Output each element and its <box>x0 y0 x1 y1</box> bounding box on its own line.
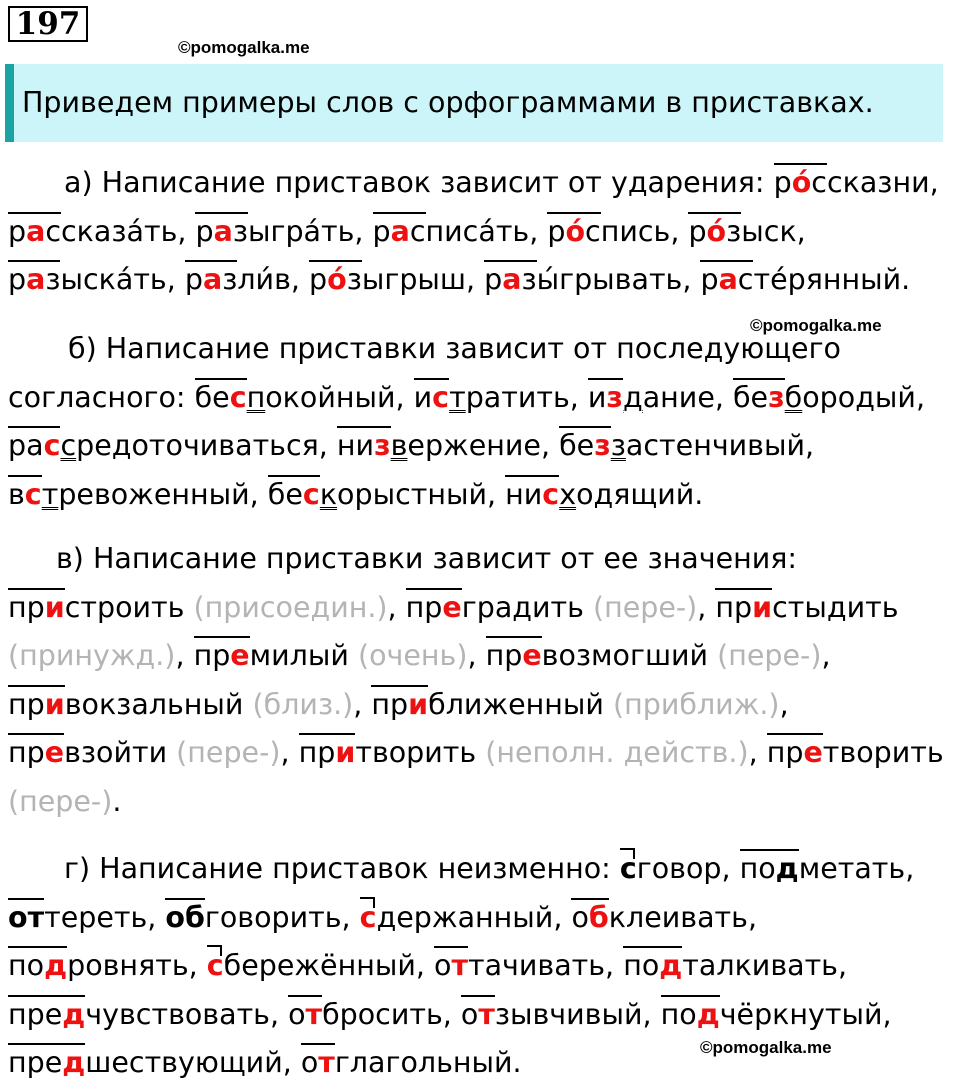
word-list: рассредоточиваться, низвержение, беззастенчивый, <box>8 422 953 471</box>
word-list: подровнять, сбережённый, оттачивать, подталкивать, <box>8 942 953 991</box>
exercise-number: 197 <box>8 6 88 42</box>
section-v-heading: в) Написание приставки зависит от ее значения: <box>56 542 798 575</box>
word-list: пристроить (присоедин.), преградить (пере-), пристыдить <box>8 584 953 633</box>
word-list: превзойти (пере-), притворить (неполн. действ.), претворить <box>8 729 953 778</box>
word-list: предчувствовать, отбросить, отзывчивый, подчёркнутый, <box>8 991 953 1040</box>
word-list: рассказа́ть, разыгра́ть, расписа́ть, ро́спись, ро́зыск, <box>8 208 953 257</box>
word-list: встревоженный, бескорыстный, нисходящий. <box>8 471 953 520</box>
watermark: ©pomogalka.me <box>750 316 882 335</box>
section-a-heading: а) Написание приставок зависит от ударения: <box>64 166 765 199</box>
word-list: оттереть, обговорить, сдержанный, обклеивать, <box>8 894 953 943</box>
section-b: б) Написание приставки зависит от последующего согласного: беспокойный, истратить, издание, безбородый, рассредоточиваться, низвержение, беззастенчивый, встревоженный, бескорыстный, нисходящий. <box>8 325 953 519</box>
section-a <box>8 159 953 305</box>
section-g-heading: г) Написание приставок неизменно: <box>64 852 611 885</box>
watermark: ©pomogalka.me <box>700 1038 832 1057</box>
word: ро́ссказни, <box>774 163 939 199</box>
section-g: г) Написание приставок неизменно: сговор, подметать, оттереть, обговорить, сдержанный, обклеивать, подровнять, сбережённый, оттачивать, подталкивать, предчувствовать, отбросить, отзывчивый, подчёркнутый, предшествующий, отглагольный. <box>8 845 953 1088</box>
word-list: (принужд.), премилый (очень), превозмогший (пере-), <box>8 632 953 681</box>
word-list: предшествующий, отглагольный. <box>8 1039 953 1088</box>
word-list: привокзальный (близ.), приближенный (приближ.), <box>8 681 953 730</box>
section-v <box>8 535 953 826</box>
word-list: разыска́ть, разли́в, ро́зыгрыш, разы́грывать, расте́рянный. <box>8 256 953 305</box>
intro-text: Приведем примеры слов с орфограммами в приставках. <box>22 86 874 119</box>
word-list: согласного: беспокойный, истратить, издание, безбородый, <box>8 374 953 423</box>
word-list: (пере-). <box>8 784 122 818</box>
watermark: ©pomogalka.me <box>178 38 310 57</box>
